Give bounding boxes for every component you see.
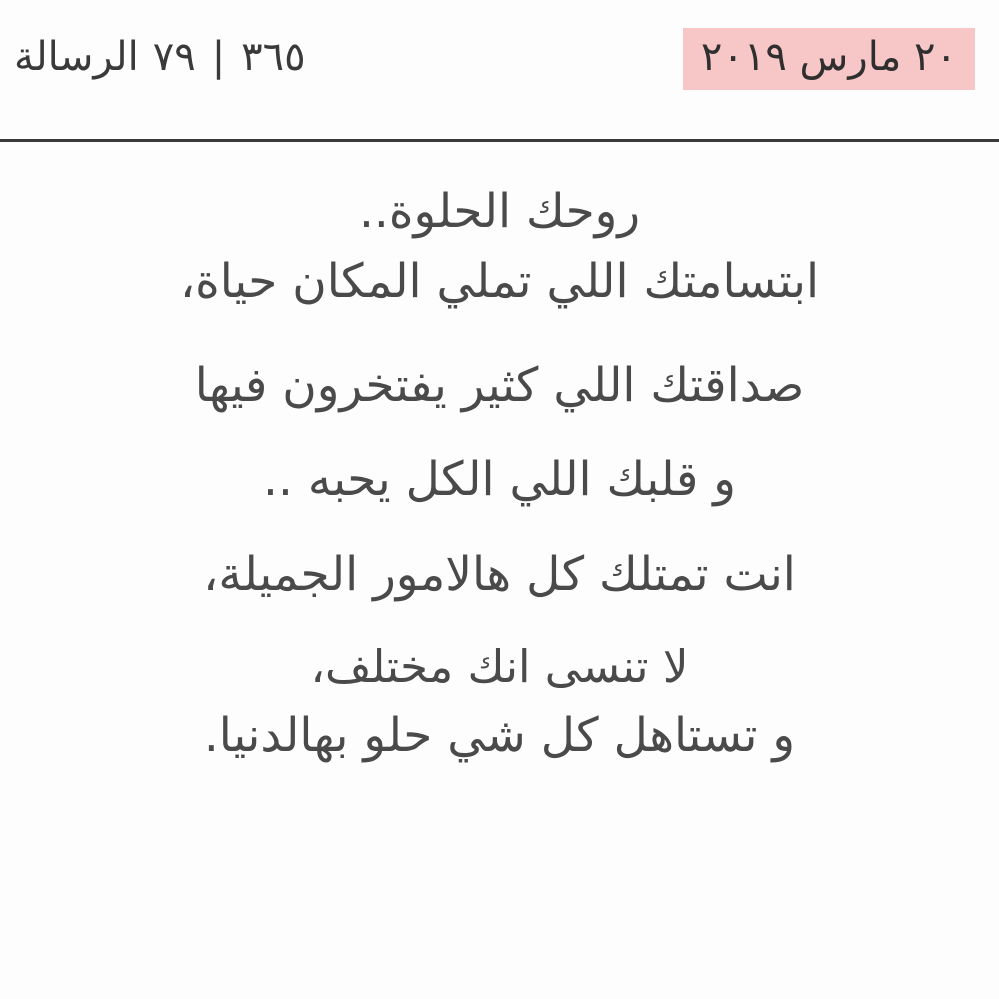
date-badge: ٢٠ مارس ٢٠١٩ (683, 28, 975, 90)
body-line: لا تنسى انك مختلف، (310, 639, 689, 693)
body-line: و تستاهل كل شي حلو بهالدنيا. (203, 707, 796, 763)
header-divider (0, 139, 999, 142)
series-label: الرسالة (14, 34, 139, 80)
body-line: و قلبك اللي الكل يحبه .. (263, 452, 736, 508)
message-body (0, 140, 999, 814)
body-line: ابتسامتك اللي تملي المكان حياة، (179, 254, 820, 310)
body-line: روحك الحلوة.. (358, 184, 641, 239)
message-number: ٧٩ (152, 34, 196, 80)
card-header (0, 0, 999, 140)
total-count: ٣٦٥ (241, 34, 306, 80)
body-line: صداقتك اللي كثير يفتخرون فيها (194, 358, 805, 414)
title-separator: | (211, 34, 226, 80)
body-line: انت تمتلك كل هالامور الجميلة، (203, 546, 796, 602)
message-title (14, 28, 306, 80)
line-spacer (56, 320, 943, 330)
